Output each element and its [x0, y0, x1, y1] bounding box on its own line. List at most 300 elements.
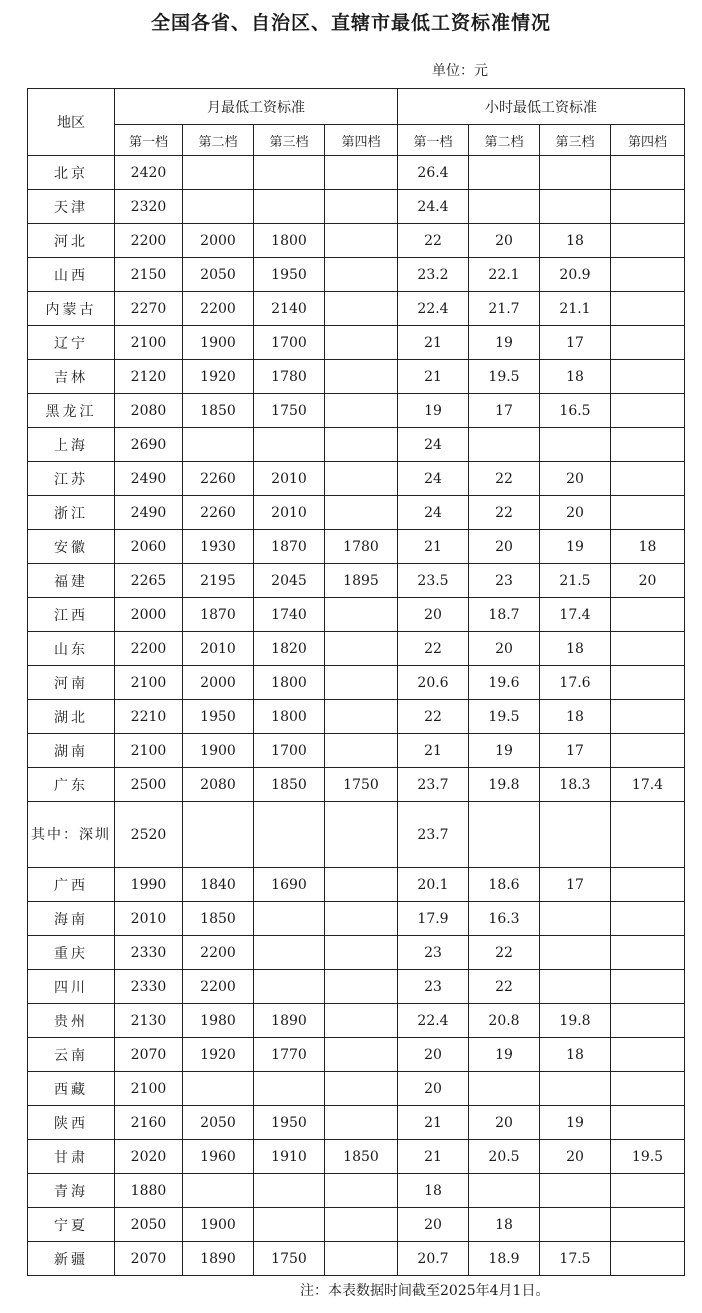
- hourly-tier-1-cell: 21: [398, 326, 469, 360]
- hourly-tier-1-cell: 22: [398, 224, 469, 258]
- region-cell: 湖南: [28, 734, 115, 768]
- hourly-tier-3-cell: [540, 190, 611, 224]
- hourly-tier-1-cell: 23.7: [398, 768, 469, 802]
- hourly-tier-2-cell: 20: [469, 530, 540, 564]
- monthly-tier-1-cell: 2060: [115, 530, 183, 564]
- table-body: [28, 156, 685, 1276]
- region-cell: 辽宁: [28, 326, 115, 360]
- hourly-tier-4-cell: [611, 868, 685, 902]
- monthly-tier-2-cell: 1850: [183, 394, 254, 428]
- monthly-tier-2-cell: 1870: [183, 598, 254, 632]
- monthly-tier-4-cell: [325, 190, 398, 224]
- hourly-tier-3-cell: 21.5: [540, 564, 611, 598]
- hourly-tier-3-cell: 17: [540, 326, 611, 360]
- hourly-tier-2-cell: 19.6: [469, 666, 540, 700]
- hourly-tier-3-cell: 20.9: [540, 258, 611, 292]
- hourly-tier-3-cell: 17.5: [540, 1242, 611, 1276]
- region-cell: 新疆: [28, 1242, 115, 1276]
- monthly-tier-4-cell: [325, 224, 398, 258]
- monthly-tier-3-cell: 1750: [254, 394, 325, 428]
- hourly-tier-3-cell: [540, 1174, 611, 1208]
- monthly-tier-4-cell: 1895: [325, 564, 398, 598]
- monthly-tier-4-cell: 1750: [325, 768, 398, 802]
- monthly-tier-2-cell: 2260: [183, 496, 254, 530]
- region-cell: 湖北: [28, 700, 115, 734]
- hourly-tier-2-cell: 22: [469, 970, 540, 1004]
- hourly-tier-1-cell: 21: [398, 1140, 469, 1174]
- hourly-tier-4-cell: [611, 394, 685, 428]
- hourly-tier-1-cell: 21: [398, 360, 469, 394]
- hourly-tier-2-cell: 17: [469, 394, 540, 428]
- monthly-tier-3-cell: 1820: [254, 632, 325, 666]
- table-row: [28, 1004, 685, 1038]
- hourly-tier-1-cell: 23.7: [398, 802, 469, 868]
- monthly-tier-1-cell: 2020: [115, 1140, 183, 1174]
- monthly-tier-1-cell: 2330: [115, 936, 183, 970]
- monthly-tier-1-cell: 2320: [115, 190, 183, 224]
- monthly-tier-2-cell: 2000: [183, 224, 254, 258]
- hourly-tier-3-cell: 17.4: [540, 598, 611, 632]
- table-row: [28, 902, 685, 936]
- hourly-tier-header: 第一档: [398, 125, 469, 156]
- monthly-tier-1-cell: 2160: [115, 1106, 183, 1140]
- region-cell: 青海: [28, 1174, 115, 1208]
- monthly-tier-4-cell: [325, 1038, 398, 1072]
- hourly-tier-3-cell: 19.8: [540, 1004, 611, 1038]
- monthly-tier-3-cell: [254, 190, 325, 224]
- monthly-tier-2-cell: 2050: [183, 1106, 254, 1140]
- monthly-tier-1-cell: 2690: [115, 428, 183, 462]
- region-cell: 北京: [28, 156, 115, 190]
- region-cell: 内蒙古: [28, 292, 115, 326]
- monthly-tier-header: 第二档: [183, 125, 254, 156]
- table-row: [28, 1208, 685, 1242]
- hourly-tier-3-cell: [540, 970, 611, 1004]
- hourly-tier-4-cell: [611, 1208, 685, 1242]
- hourly-tier-4-cell: [611, 970, 685, 1004]
- hourly-tier-3-cell: 18: [540, 700, 611, 734]
- monthly-tier-4-cell: [325, 1208, 398, 1242]
- monthly-tier-1-cell: 2200: [115, 632, 183, 666]
- region-cell: 福建: [28, 564, 115, 598]
- monthly-tier-4-cell: [325, 292, 398, 326]
- hourly-tier-4-cell: [611, 292, 685, 326]
- monthly-tier-2-cell: 2200: [183, 936, 254, 970]
- hourly-tier-3-cell: 19: [540, 530, 611, 564]
- hourly-tier-2-cell: 20.8: [469, 1004, 540, 1038]
- monthly-tier-2-cell: 1900: [183, 1208, 254, 1242]
- hourly-header: 小时最低工资标准: [398, 89, 685, 125]
- hourly-tier-4-cell: [611, 1106, 685, 1140]
- hourly-tier-2-cell: 23: [469, 564, 540, 598]
- hourly-tier-1-cell: 23: [398, 936, 469, 970]
- table-row: [28, 632, 685, 666]
- monthly-tier-2-cell: 2195: [183, 564, 254, 598]
- monthly-tier-3-cell: 1780: [254, 360, 325, 394]
- hourly-tier-4-cell: [611, 1038, 685, 1072]
- hourly-tier-2-cell: 20: [469, 1106, 540, 1140]
- region-cell: 河南: [28, 666, 115, 700]
- monthly-tier-3-cell: [254, 1174, 325, 1208]
- monthly-tier-4-cell: [325, 462, 398, 496]
- table-row: [28, 936, 685, 970]
- hourly-tier-3-cell: 18: [540, 360, 611, 394]
- hourly-tier-4-cell: [611, 326, 685, 360]
- hourly-tier-2-cell: 19.5: [469, 700, 540, 734]
- monthly-tier-2-cell: 1920: [183, 1038, 254, 1072]
- region-cell: 天津: [28, 190, 115, 224]
- hourly-tier-2-cell: 22: [469, 936, 540, 970]
- region-cell: 其中：深圳: [28, 802, 115, 868]
- region-cell: 贵州: [28, 1004, 115, 1038]
- hourly-tier-1-cell: 20.7: [398, 1242, 469, 1276]
- monthly-tier-3-cell: 1750: [254, 1242, 325, 1276]
- hourly-tier-4-cell: [611, 156, 685, 190]
- monthly-tier-1-cell: 2050: [115, 1208, 183, 1242]
- monthly-tier-4-cell: [325, 734, 398, 768]
- table-row: [28, 292, 685, 326]
- hourly-tier-4-cell: [611, 224, 685, 258]
- table-row: [28, 258, 685, 292]
- hourly-tier-4-cell: [611, 666, 685, 700]
- monthly-tier-3-cell: 1950: [254, 258, 325, 292]
- hourly-tier-3-cell: 19: [540, 1106, 611, 1140]
- hourly-tier-3-cell: [540, 1208, 611, 1242]
- hourly-tier-1-cell: 20.1: [398, 868, 469, 902]
- hourly-tier-3-cell: 18.3: [540, 768, 611, 802]
- table-row: [28, 868, 685, 902]
- monthly-tier-1-cell: 2150: [115, 258, 183, 292]
- table-row: [28, 1072, 685, 1106]
- monthly-tier-1-cell: 2210: [115, 700, 183, 734]
- region-cell: 广西: [28, 868, 115, 902]
- table-row: [28, 768, 685, 802]
- hourly-tier-3-cell: 17.6: [540, 666, 611, 700]
- region-cell: 海南: [28, 902, 115, 936]
- hourly-tier-2-cell: 19: [469, 326, 540, 360]
- monthly-tier-2-cell: 2260: [183, 462, 254, 496]
- footnote: 注：本表数据时间截至2025年4月1日。: [300, 1283, 550, 1299]
- hourly-tier-1-cell: 23: [398, 970, 469, 1004]
- hourly-tier-1-cell: 20: [398, 1208, 469, 1242]
- hourly-tier-1-cell: 20: [398, 1038, 469, 1072]
- hourly-tier-3-cell: [540, 936, 611, 970]
- hourly-tier-header: 第二档: [469, 125, 540, 156]
- hourly-tier-1-cell: 21: [398, 1106, 469, 1140]
- monthly-tier-1-cell: 2100: [115, 666, 183, 700]
- region-cell: 重庆: [28, 936, 115, 970]
- monthly-tier-3-cell: [254, 156, 325, 190]
- hourly-tier-4-cell: [611, 496, 685, 530]
- monthly-tier-2-cell: 1980: [183, 1004, 254, 1038]
- monthly-tier-4-cell: [325, 394, 398, 428]
- monthly-tier-2-cell: [183, 1072, 254, 1106]
- monthly-tier-4-cell: [325, 700, 398, 734]
- monthly-tier-2-cell: 1900: [183, 734, 254, 768]
- monthly-tier-4-cell: [325, 666, 398, 700]
- table-row: [28, 530, 685, 564]
- hourly-tier-4-cell: [611, 190, 685, 224]
- hourly-tier-2-cell: 22: [469, 496, 540, 530]
- monthly-tier-3-cell: 1800: [254, 700, 325, 734]
- table-row: [28, 190, 685, 224]
- monthly-tier-2-cell: 1930: [183, 530, 254, 564]
- hourly-tier-1-cell: 22.4: [398, 292, 469, 326]
- table-row: [28, 1174, 685, 1208]
- hourly-tier-4-cell: [611, 1242, 685, 1276]
- monthly-tier-4-cell: [325, 902, 398, 936]
- hourly-tier-4-cell: [611, 428, 685, 462]
- table-row: [28, 666, 685, 700]
- monthly-tier-1-cell: 2490: [115, 496, 183, 530]
- monthly-tier-3-cell: 2010: [254, 462, 325, 496]
- hourly-tier-2-cell: [469, 190, 540, 224]
- monthly-tier-2-cell: 2010: [183, 632, 254, 666]
- monthly-tier-1-cell: 2070: [115, 1038, 183, 1072]
- region-cell: 云南: [28, 1038, 115, 1072]
- monthly-tier-3-cell: 2045: [254, 564, 325, 598]
- monthly-tier-1-cell: 2490: [115, 462, 183, 496]
- hourly-tier-1-cell: 26.4: [398, 156, 469, 190]
- hourly-tier-4-cell: [611, 1072, 685, 1106]
- hourly-tier-2-cell: [469, 802, 540, 868]
- hourly-tier-2-cell: 21.7: [469, 292, 540, 326]
- hourly-tier-4-cell: [611, 802, 685, 868]
- hourly-tier-1-cell: 22: [398, 632, 469, 666]
- region-header: 地区: [28, 89, 115, 156]
- monthly-tier-4-cell: 1850: [325, 1140, 398, 1174]
- hourly-tier-1-cell: 17.9: [398, 902, 469, 936]
- monthly-tier-4-cell: [325, 802, 398, 868]
- hourly-tier-3-cell: 18: [540, 632, 611, 666]
- table-row: [28, 700, 685, 734]
- table-row: [28, 802, 685, 868]
- hourly-tier-4-cell: [611, 902, 685, 936]
- hourly-tier-3-cell: [540, 428, 611, 462]
- monthly-tier-3-cell: [254, 936, 325, 970]
- hourly-tier-header: 第三档: [540, 125, 611, 156]
- hourly-tier-1-cell: 20.6: [398, 666, 469, 700]
- hourly-tier-2-cell: 20: [469, 224, 540, 258]
- monthly-tier-1-cell: 2000: [115, 598, 183, 632]
- region-cell: 上海: [28, 428, 115, 462]
- monthly-tier-4-cell: [325, 1174, 398, 1208]
- hourly-tier-1-cell: 19: [398, 394, 469, 428]
- hourly-tier-3-cell: 18: [540, 1038, 611, 1072]
- hourly-tier-4-cell: 17.4: [611, 768, 685, 802]
- monthly-tier-2-cell: 1960: [183, 1140, 254, 1174]
- region-cell: 安徽: [28, 530, 115, 564]
- table-row: [28, 734, 685, 768]
- hourly-tier-3-cell: 20: [540, 1140, 611, 1174]
- monthly-tier-2-cell: 1840: [183, 868, 254, 902]
- table-row: [28, 462, 685, 496]
- monthly-tier-3-cell: 1700: [254, 734, 325, 768]
- hourly-tier-1-cell: 21: [398, 530, 469, 564]
- hourly-tier-3-cell: 16.5: [540, 394, 611, 428]
- region-cell: 广东: [28, 768, 115, 802]
- hourly-tier-2-cell: 19: [469, 734, 540, 768]
- hourly-tier-3-cell: 20: [540, 462, 611, 496]
- table-row: [28, 326, 685, 360]
- hourly-tier-1-cell: 22: [398, 700, 469, 734]
- monthly-tier-3-cell: 1850: [254, 768, 325, 802]
- hourly-tier-1-cell: 21: [398, 734, 469, 768]
- hourly-tier-1-cell: 24: [398, 496, 469, 530]
- hourly-tier-1-cell: 20: [398, 1072, 469, 1106]
- hourly-tier-4-cell: [611, 360, 685, 394]
- monthly-tier-2-cell: 1950: [183, 700, 254, 734]
- table-row: [28, 496, 685, 530]
- table-row: [28, 428, 685, 462]
- monthly-tier-1-cell: 2120: [115, 360, 183, 394]
- hourly-tier-4-cell: 18: [611, 530, 685, 564]
- table-row: [28, 970, 685, 1004]
- monthly-tier-1-cell: 2420: [115, 156, 183, 190]
- monthly-tier-2-cell: 2080: [183, 768, 254, 802]
- monthly-tier-3-cell: [254, 970, 325, 1004]
- monthly-tier-3-cell: 1890: [254, 1004, 325, 1038]
- monthly-tier-4-cell: [325, 1106, 398, 1140]
- hourly-tier-1-cell: 20: [398, 598, 469, 632]
- region-cell: 山东: [28, 632, 115, 666]
- unit-label: 单位：元: [432, 63, 488, 79]
- hourly-tier-4-cell: [611, 632, 685, 666]
- monthly-tier-2-cell: 2200: [183, 292, 254, 326]
- monthly-tier-2-cell: [183, 428, 254, 462]
- table-row: [28, 156, 685, 190]
- hourly-tier-2-cell: 22.1: [469, 258, 540, 292]
- monthly-tier-4-cell: [325, 258, 398, 292]
- monthly-tier-3-cell: [254, 802, 325, 868]
- monthly-tier-3-cell: 1870: [254, 530, 325, 564]
- hourly-tier-4-cell: [611, 1004, 685, 1038]
- monthly-tier-2-cell: [183, 1174, 254, 1208]
- monthly-tier-3-cell: [254, 902, 325, 936]
- monthly-tier-1-cell: 2070: [115, 1242, 183, 1276]
- monthly-tier-3-cell: 1700: [254, 326, 325, 360]
- table-row: [28, 1038, 685, 1072]
- monthly-tier-1-cell: 2010: [115, 902, 183, 936]
- hourly-tier-3-cell: [540, 156, 611, 190]
- monthly-tier-4-cell: [325, 936, 398, 970]
- monthly-tier-2-cell: 1920: [183, 360, 254, 394]
- monthly-tier-1-cell: 2080: [115, 394, 183, 428]
- monthly-tier-1-cell: 2270: [115, 292, 183, 326]
- hourly-tier-2-cell: 18.6: [469, 868, 540, 902]
- monthly-tier-4-cell: [325, 598, 398, 632]
- monthly-tier-3-cell: 1800: [254, 224, 325, 258]
- monthly-tier-3-cell: 1800: [254, 666, 325, 700]
- monthly-tier-2-cell: 2000: [183, 666, 254, 700]
- monthly-tier-header: 第三档: [254, 125, 325, 156]
- table-row: [28, 564, 685, 598]
- hourly-tier-4-cell: 19.5: [611, 1140, 685, 1174]
- table-row: [28, 394, 685, 428]
- monthly-tier-2-cell: 2200: [183, 970, 254, 1004]
- hourly-tier-3-cell: [540, 1072, 611, 1106]
- monthly-tier-1-cell: 2200: [115, 224, 183, 258]
- monthly-tier-2-cell: 1900: [183, 326, 254, 360]
- monthly-tier-2-cell: 1850: [183, 902, 254, 936]
- hourly-tier-1-cell: 22.4: [398, 1004, 469, 1038]
- monthly-tier-3-cell: [254, 428, 325, 462]
- monthly-tier-4-cell: [325, 970, 398, 1004]
- monthly-tier-4-cell: 1780: [325, 530, 398, 564]
- table-row: [28, 224, 685, 258]
- hourly-tier-2-cell: [469, 1072, 540, 1106]
- region-cell: 吉林: [28, 360, 115, 394]
- hourly-tier-3-cell: 18: [540, 224, 611, 258]
- monthly-tier-4-cell: [325, 1242, 398, 1276]
- hourly-tier-1-cell: 24: [398, 428, 469, 462]
- monthly-tier-4-cell: [325, 1004, 398, 1038]
- monthly-tier-1-cell: 2520: [115, 802, 183, 868]
- region-cell: 陕西: [28, 1106, 115, 1140]
- hourly-tier-2-cell: 20.5: [469, 1140, 540, 1174]
- monthly-tier-3-cell: [254, 1208, 325, 1242]
- page-title: 全国各省、自治区、直辖市最低工资标准情况: [150, 12, 551, 34]
- hourly-tier-2-cell: 19.8: [469, 768, 540, 802]
- hourly-tier-2-cell: 19: [469, 1038, 540, 1072]
- monthly-tier-3-cell: 2010: [254, 496, 325, 530]
- monthly-tier-2-cell: 1890: [183, 1242, 254, 1276]
- hourly-tier-2-cell: 18.9: [469, 1242, 540, 1276]
- monthly-header: 月最低工资标准: [115, 89, 398, 125]
- region-cell: 西藏: [28, 1072, 115, 1106]
- monthly-tier-3-cell: 1770: [254, 1038, 325, 1072]
- monthly-tier-1-cell: 2100: [115, 734, 183, 768]
- hourly-tier-4-cell: [611, 462, 685, 496]
- monthly-tier-2-cell: 2050: [183, 258, 254, 292]
- hourly-tier-2-cell: 19.5: [469, 360, 540, 394]
- region-cell: 甘肃: [28, 1140, 115, 1174]
- hourly-tier-4-cell: [611, 598, 685, 632]
- monthly-tier-1-cell: 2500: [115, 768, 183, 802]
- hourly-tier-1-cell: 23.2: [398, 258, 469, 292]
- hourly-tier-1-cell: 18: [398, 1174, 469, 1208]
- hourly-tier-2-cell: 22: [469, 462, 540, 496]
- region-cell: 黑龙江: [28, 394, 115, 428]
- hourly-tier-3-cell: 17: [540, 868, 611, 902]
- hourly-tier-2-cell: 18.7: [469, 598, 540, 632]
- region-cell: 浙江: [28, 496, 115, 530]
- monthly-tier-4-cell: [325, 496, 398, 530]
- monthly-tier-1-cell: 2265: [115, 564, 183, 598]
- region-cell: 宁夏: [28, 1208, 115, 1242]
- region-cell: 四川: [28, 970, 115, 1004]
- monthly-tier-3-cell: [254, 1072, 325, 1106]
- table-row: [28, 598, 685, 632]
- monthly-tier-1-cell: 2100: [115, 1072, 183, 1106]
- hourly-tier-3-cell: 20: [540, 496, 611, 530]
- hourly-tier-4-cell: [611, 1174, 685, 1208]
- hourly-tier-4-cell: [611, 700, 685, 734]
- hourly-tier-1-cell: 24: [398, 462, 469, 496]
- region-cell: 河北: [28, 224, 115, 258]
- monthly-tier-1-cell: 2100: [115, 326, 183, 360]
- monthly-tier-header: 第四档: [325, 125, 398, 156]
- monthly-tier-2-cell: [183, 190, 254, 224]
- hourly-tier-2-cell: [469, 156, 540, 190]
- monthly-tier-1-cell: 1880: [115, 1174, 183, 1208]
- monthly-tier-4-cell: [325, 360, 398, 394]
- monthly-tier-2-cell: [183, 156, 254, 190]
- hourly-tier-3-cell: 17: [540, 734, 611, 768]
- monthly-tier-3-cell: 1950: [254, 1106, 325, 1140]
- monthly-tier-2-cell: [183, 802, 254, 868]
- table-row: [28, 1140, 685, 1174]
